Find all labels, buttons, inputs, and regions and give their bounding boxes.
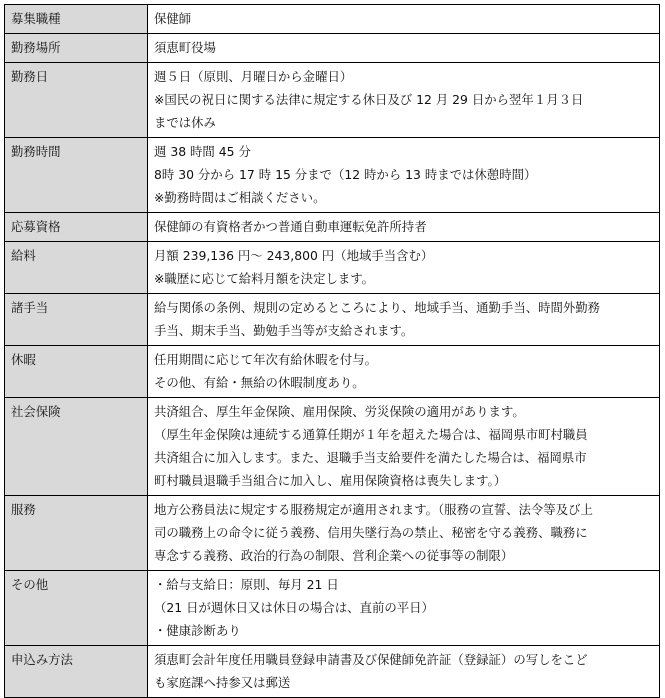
row-application-method <box>5 646 660 698</box>
row-value <box>148 63 660 138</box>
row-value <box>148 496 660 571</box>
row-label: 募集職種 <box>5 5 148 34</box>
row-label: 社会保険 <box>5 398 148 496</box>
value-line: 須恵町役場 <box>154 40 216 55</box>
row-label: 勤務場所 <box>5 34 148 63</box>
value-line: 任用期間に応じて年次有給休暇を付与。 <box>154 352 378 367</box>
row-qualification <box>5 213 660 242</box>
value-line: その他、有給・無給の休暇制度あり。 <box>154 375 365 390</box>
value-line: も家庭課へ持参又は郵送 <box>154 675 291 690</box>
row-allowances <box>5 294 660 346</box>
row-label: 勤務日 <box>5 63 148 138</box>
value-line: ・健康診断あり <box>154 623 241 638</box>
value-line: 週５日（原則、月曜日から金曜日） <box>154 69 353 84</box>
row-value <box>148 138 660 213</box>
row-work-hours <box>5 138 660 213</box>
value-line: 町村職員退職手当組合に加入し、雇用保険資格は喪失します。） <box>154 473 507 488</box>
row-value <box>148 34 660 63</box>
value-line: （21 日が週休日又は休日の場合は、直前の平日） <box>154 600 434 615</box>
row-value <box>148 646 660 698</box>
value-line: 保健師 <box>154 11 192 26</box>
value-line: ※国民の祝日に関する法律に規定する休日及び 12 月 29 日から翌年１月３日 <box>154 92 584 107</box>
row-label: 服務 <box>5 496 148 571</box>
row-label: 申込み方法 <box>5 646 148 698</box>
row-leave <box>5 346 660 398</box>
row-social-insurance <box>5 398 660 496</box>
row-work-days <box>5 63 660 138</box>
row-other <box>5 571 660 646</box>
job-posting-table <box>4 4 660 698</box>
row-label: その他 <box>5 571 148 646</box>
row-label: 諸手当 <box>5 294 148 346</box>
row-label: 休暇 <box>5 346 148 398</box>
row-label: 応募資格 <box>5 213 148 242</box>
value-line: 須恵町会計年度任用職員登録申請書及び保健師免許証（登録証）の写しをこど <box>154 652 588 667</box>
row-value <box>148 5 660 34</box>
row-value <box>148 398 660 496</box>
value-line: 地方公務員法に規定する服務規定が適用されます。（服務の宣誓、法令等及び上 <box>154 502 593 517</box>
value-line: 専念する義務、政治的行為の制限、営利企業への従事等の制限） <box>154 548 514 563</box>
value-line: 8時 30 分から 17 時 15 分まで（12 時から 13 時までは休憩時間） <box>154 167 537 182</box>
value-line: （厚生年金保険は連続する通算任期が１年を超えた場合は、福岡県市町村職員 <box>154 427 588 442</box>
row-salary <box>5 242 660 294</box>
row-value <box>148 346 660 398</box>
value-line: 保健師の有資格者かつ普通自動車運転免許所持者 <box>154 219 427 234</box>
row-value <box>148 213 660 242</box>
row-workplace <box>5 34 660 63</box>
value-line: ※職歴に応じて給料月額を決定します。 <box>154 271 375 286</box>
row-value <box>148 571 660 646</box>
row-duties <box>5 496 660 571</box>
value-line: 司の職務上の命令に従う義務、信用失墜行為の禁止、秘密を守る義務、職務に <box>154 525 588 540</box>
value-line: 共済組合に加入します。また、退職手当支給要件を満たした場合は、福岡県市 <box>154 450 587 465</box>
row-value <box>148 294 660 346</box>
value-line: ※勤務時間はご相談ください。 <box>154 190 326 205</box>
value-line: 共済組合、厚生年金保険、雇用保険、労災保険の適用があります。 <box>154 404 525 419</box>
row-label: 給料 <box>5 242 148 294</box>
value-line: 給与関係の条例、規則の定めるところにより、地域手当、通勤手当、時間外勤務 <box>154 300 601 315</box>
value-line: 週 38 時間 45 分 <box>154 144 251 159</box>
row-job-type <box>5 5 660 34</box>
row-value <box>148 242 660 294</box>
value-line: までは休み <box>154 115 216 130</box>
value-line: ・給与支給日：原則、毎月 21 日 <box>154 577 339 592</box>
row-label: 勤務時間 <box>5 138 148 213</box>
value-line: 手当、期末手当、勤勉手当等が支給されます。 <box>154 323 414 338</box>
value-line: 月額 239,136 円～ 243,800 円（地域手当含む） <box>154 248 434 263</box>
